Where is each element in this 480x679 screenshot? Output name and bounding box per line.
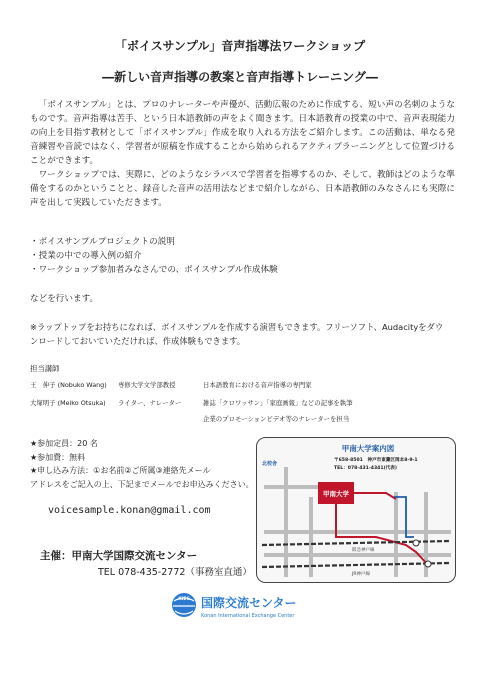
station-marker: [413, 540, 419, 546]
instructor-2-specialty: 雑誌「クロワッサン」「家庭画報」などの記事を執筆: [203, 399, 353, 407]
map-title: 甲南大学案内図: [341, 444, 395, 453]
fee-text: ★参加費：無料: [30, 452, 86, 462]
kiec-logo: [170, 591, 330, 621]
instructors-heading: 担当講師: [30, 364, 60, 373]
hankyu-label: 阪急神戸線: [352, 548, 375, 553]
list-item: ・授業の中での導入例の紹介: [30, 251, 142, 261]
organizer-label: 主催：甲南大学国際交流センター: [40, 550, 198, 562]
note-line-1: ※ラップトップをお持ちになれば、ボイスサンプルを作成する演習もできます。フリーソフト、Audacityをダウ: [30, 322, 444, 332]
instructor-2-name: 大塚明子 (Meiko Otsuka): [30, 399, 106, 407]
organizer-tel: TEL 078-435-2772（事務室直通）: [98, 567, 252, 578]
list-item: ・ボイスサンプルプロジェクトの説明: [30, 237, 175, 247]
intro-text: [30, 98, 455, 210]
intro-paragraph-1: 「ボイスサンプル」とは、プロのナレーターや声優が、活動広報のために作成する、短い声の名刺のようなものです。音声指導は苦手、という日本語教師の声をよく聞きます。日本語教育の授業の中で、音声表現能力の向上を目指す教材として「ボイスサンプル」作成を取り入れる方法をご紹介します。この活動は、単なる発音練習や音読ではなく、学習者が原稿を作成することから始められるアクティブラーニングとして位置づけることができます。: [30, 100, 455, 166]
map-tel: TEL：078-431-4341(代表): [334, 466, 397, 471]
instructor-1-name: 王 伸子 (Nobuko Wang): [30, 381, 107, 389]
event-info: [30, 437, 254, 491]
list-item: ・ワークショップ参加者みなさんでの、ボイスサンプル作成体験: [30, 265, 278, 275]
station-marker: [425, 561, 431, 567]
instructor-2-extra: 企業のプロモーションビデオ等のナレーターを担当: [203, 415, 350, 423]
logo-english: Konan International Exchange Center: [201, 613, 295, 619]
page-subtitle: ―新しい音声指導の教案と音声指導トレーニング―: [102, 70, 378, 84]
university-label: 甲南大学: [323, 490, 349, 498]
north-gate-label: 北校舎: [262, 461, 278, 467]
contact-email[interactable]: voicesample.konan@gmail.com: [48, 505, 211, 516]
intro-paragraph-2: ワークショップでは、実際に、どのようなシラバスで学習者を指導するのか、そして、教師はどのような準備をするのかということと、録音した音声の活用法などまで紹介しながら、日本語教師のみなさんにも実際に声を出して実践していただきます。: [30, 170, 455, 208]
apply-text-2: アドレスをご記入の上、下記までメールでお申込みください。: [30, 479, 254, 489]
logo-name: 国際交流センター: [201, 596, 297, 610]
instructor-2-affiliation: ライター、ナレーター: [118, 399, 182, 407]
bullet-list: [30, 235, 278, 277]
closing-text: などを行います。: [30, 294, 99, 304]
capacity-text: ★参加定員：20 名: [30, 439, 98, 448]
note-line-2: ンロードしておいていただければ、作成体験もできます。: [30, 336, 246, 346]
instructor-1-affiliation: 専修大学文学部教授: [118, 381, 176, 389]
campus-map: [256, 437, 456, 583]
apply-text: ★申し込み方法：①お名前②ご所属③連絡先メール: [30, 466, 211, 475]
logo-badge: KIEC: [178, 597, 190, 602]
jr-label: JR神戸線: [352, 572, 370, 577]
instructor-1-specialty: 日本語教育における音声指導の専門家: [203, 381, 312, 389]
map-address: 〒658-8501 神戸市東灘区岡本8-9-1: [334, 458, 418, 463]
page-title: 「ボイスサンプル」音声指導法ワークショップ: [114, 39, 366, 53]
